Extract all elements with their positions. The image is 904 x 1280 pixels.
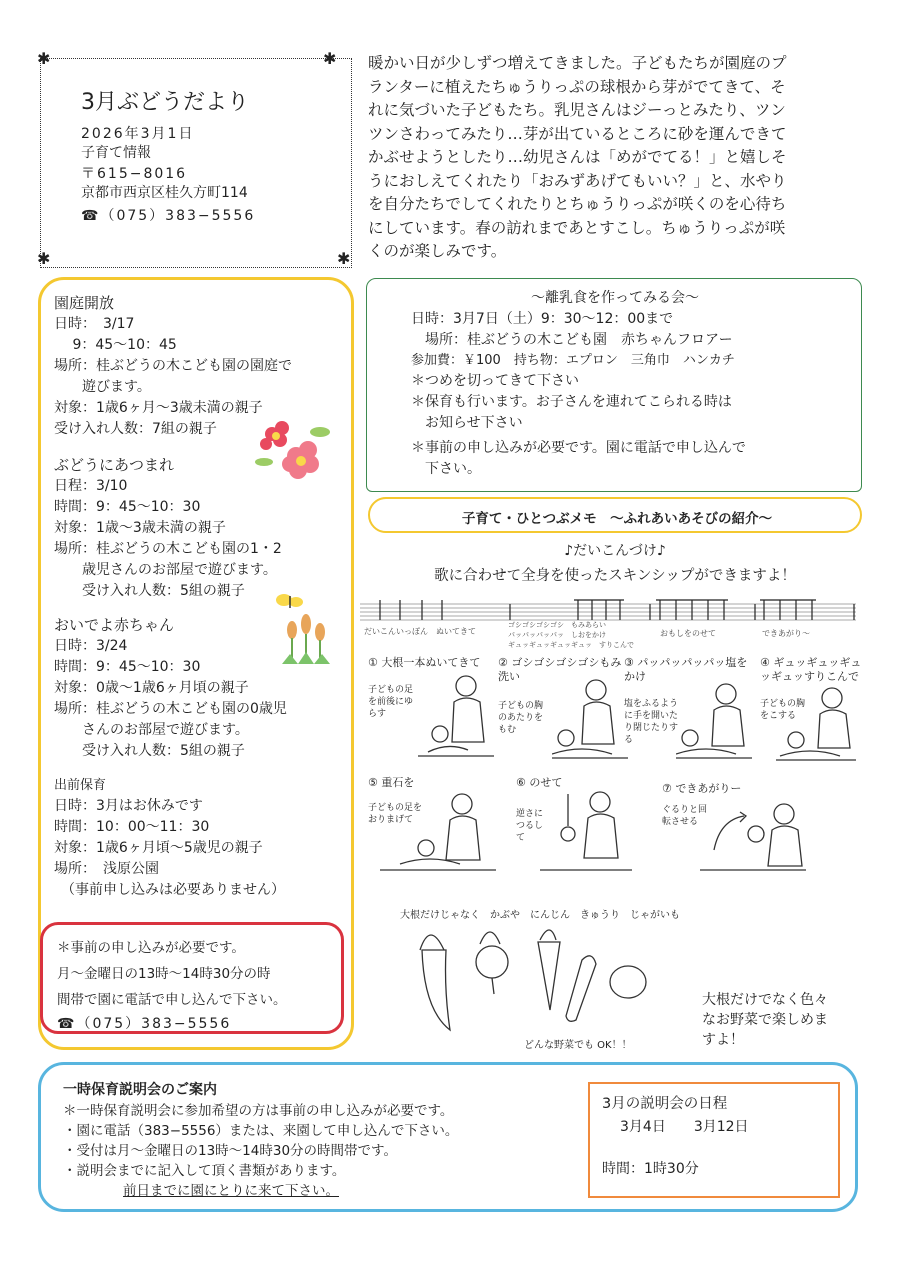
underlined-note: 前日までに園にとりに来て下さい。 <box>123 1183 339 1199</box>
vegetable-bottom: どんな野菜でも OK！！ <box>524 1040 632 1051</box>
page-title: 3月ぶどうだより <box>81 90 249 115</box>
issue-date: 2026年3月1日 <box>81 126 195 142</box>
notice-box: ＊事前の申し込みが必要です。 月〜金曜日の13時〜14時30分の時 間帯で園に電話で申し込んで下さい。 ☎（075）383−5556 <box>40 922 344 1034</box>
step-1: ① 大根一本ぬいてきて 子どもの足を前後にゆらす <box>368 656 481 719</box>
step-7: ⑦ できあがりー ぐるりと回転させる <box>662 782 742 827</box>
baby-section: おいでよ赤ちゃん 日時：3/24 時間：9：45〜10：30 対象：0歳〜1歳6ヶ月頃の親子 場所：桂ぶどうの木こども園の0歳児 さんのお部屋で遊びます。 受け入れ人数：5組の親子 <box>54 616 287 759</box>
step-1-illustration-icon <box>418 672 498 762</box>
step-4: ④ ギュッギュッギュッギュッすりこんで 子どもの胸をこする <box>760 656 862 721</box>
header-box <box>37 49 352 268</box>
grape-title: ぶどうにあつまれ <box>54 456 175 474</box>
lyrics-5: おもしをのせて <box>660 629 716 638</box>
temp-care-box: 一時保育説明会のご案内 ＊一時保育説明会に参加希望の方は事前の申し込みが必要です。 ・園に電話（383−5556）または、来園して申し込んで下さい。 ・受付は月〜金曜日の13時〜14時30分の時間帯です。 ・説明会までに記入して頂く書類があります。 前日までに園にとりに来て下さい。 <box>38 1062 858 1212</box>
vegetable-note: 大根だけでなく色々 なお野菜で楽しめま すよ！ <box>702 992 828 1048</box>
song-title: ♪だいこんづけ♪ <box>564 543 666 559</box>
phone-number: ☎（075）383−5556 <box>81 208 256 224</box>
garden-section: 園庭開放 日時： 3/17 9：45〜10：45 場所：桂ぶどうの木こども園の園庭で 遊びます。 対象：1歳6ヶ月〜3歳未満の親子 受け入れ人数：7組の親子 <box>54 294 292 437</box>
vegetables-illustration-icon <box>400 920 660 1040</box>
flower-ornament-icon: ✱ <box>37 249 51 268</box>
grape-section: ぶどうにあつまれ 日程：3/10 時間：9：45〜10：30 対象：1歳〜3歳未満の親子 場所：桂ぶどうの木こども園の1・2 歳児さんのお部屋で遊びます。 受け入れ人数：5組の親子 <box>54 456 282 599</box>
step-5: ⑤ 重石を 子どもの足をおりまげて <box>368 776 423 825</box>
step-7-illustration-icon <box>700 800 810 876</box>
baby-title: おいでよ赤ちゃん <box>54 616 175 634</box>
memo-banner: 子育て・ひとつぶメモ 〜ふれあいあそびの紹介〜 <box>368 497 862 533</box>
step-3-illustration-icon <box>676 682 756 766</box>
flower-ornament-icon: ✱ <box>323 49 337 68</box>
schedule-time: 時間：1時30分 <box>602 1161 699 1177</box>
outreach-title: 出前保育 <box>54 778 107 793</box>
outreach-section: 出前保育 日時：3月はお休みです 時間：10：00〜11：30 対象：1歳6ヶ月頃〜5歳児の親子 場所： 浅原公園 （事前申し込みは必要ありません） <box>54 778 285 898</box>
lyrics-1: だいこんいっぽん ぬいてきて <box>364 627 476 636</box>
department: 子育て情報 <box>81 145 151 161</box>
flower-ornament-icon: ✱ <box>37 49 51 68</box>
song-subtitle: 歌に合わせて全身を使ったスキンシップができますよ！ <box>434 568 796 584</box>
step-2: ② ゴシゴシゴシゴシもみ洗い 子どもの胸のあたりをもむ <box>498 656 622 735</box>
step-4-illustration-icon <box>776 686 860 766</box>
step-2-illustration-icon <box>552 678 632 764</box>
lyrics-4: ギュッギュッギュッギュッ すりこんで <box>508 641 634 649</box>
step-6: ⑥ のせて 逆さにつるして <box>516 776 563 843</box>
garden-title: 園庭開放 <box>54 294 115 312</box>
lyrics-6: できあがり〜 <box>762 629 810 638</box>
lyrics-3: パッパッパッパッ しおをかけ <box>508 631 606 639</box>
schedule-dates: 3月4日 3月12日 <box>620 1119 749 1135</box>
notice-phone: ☎（075）383−5556 <box>57 1016 232 1032</box>
schedule-title: 3月の説明会の日程 <box>602 1096 728 1112</box>
address: 京都市西京区桂久方町114 <box>81 185 248 201</box>
schedule-box <box>588 1082 840 1198</box>
postal-code: 〒615−8016 <box>81 166 188 182</box>
lyrics-2: ゴシゴシゴシゴシ もみあらい <box>508 621 606 629</box>
step-3: ③ パッパッパッパッ塩をかけ 塩をふるように手を開いたり閉じたりする <box>624 656 748 745</box>
step-6-illustration-icon <box>540 786 636 876</box>
intro-text: 暖かい日が少しずつ増えてきました。子どもたちが園庭のプ ランターに植えたちゅうりっぷの球根から芽がでてきて、そ れに気づいた子どもたち。乳児さんはジーっとみたり、ツン ツンさわってみたり…芽が出ているところに砂を運んできて かぶせようとしたり…幼児さんは「めがでてる！」と嬉しそ うにおしえてくれたり「おみずあげてもいい？」と、水やり を自分たちでしてくれたりとちゅうりっぷが咲くのを心待ち にしています。春の訪れまであとすこし。ちゅうりっぷが咲 くのが楽しみです。 <box>368 54 787 260</box>
weaning-title: 〜離乳食を作ってみる会〜 <box>531 290 699 306</box>
temp-care-title: 一時保育説明会のご案内 <box>63 1082 217 1098</box>
vegetable-caption: 大根だけじゃなく かぶや にんじん きゅうり じゃがいも <box>400 910 680 921</box>
flower-ornament-icon: ✱ <box>337 249 351 268</box>
weaning-box: 〜離乳食を作ってみる会〜 日時：3月7日（土）9：30〜12：00まで 場所：桂ぶどうの木こども園 赤ちゃんフロアー 参加費：￥100 持ち物：エプロン 三角巾 ハンカチ ＊つめを切ってきて下さい ＊保育も行います。お子さんを連れてこられる時は お知らせ下さい ＊事前の申し込みが必要です。園に電話で申し込んで 下さい。 <box>366 278 862 492</box>
step-5-illustration-icon <box>380 790 500 876</box>
